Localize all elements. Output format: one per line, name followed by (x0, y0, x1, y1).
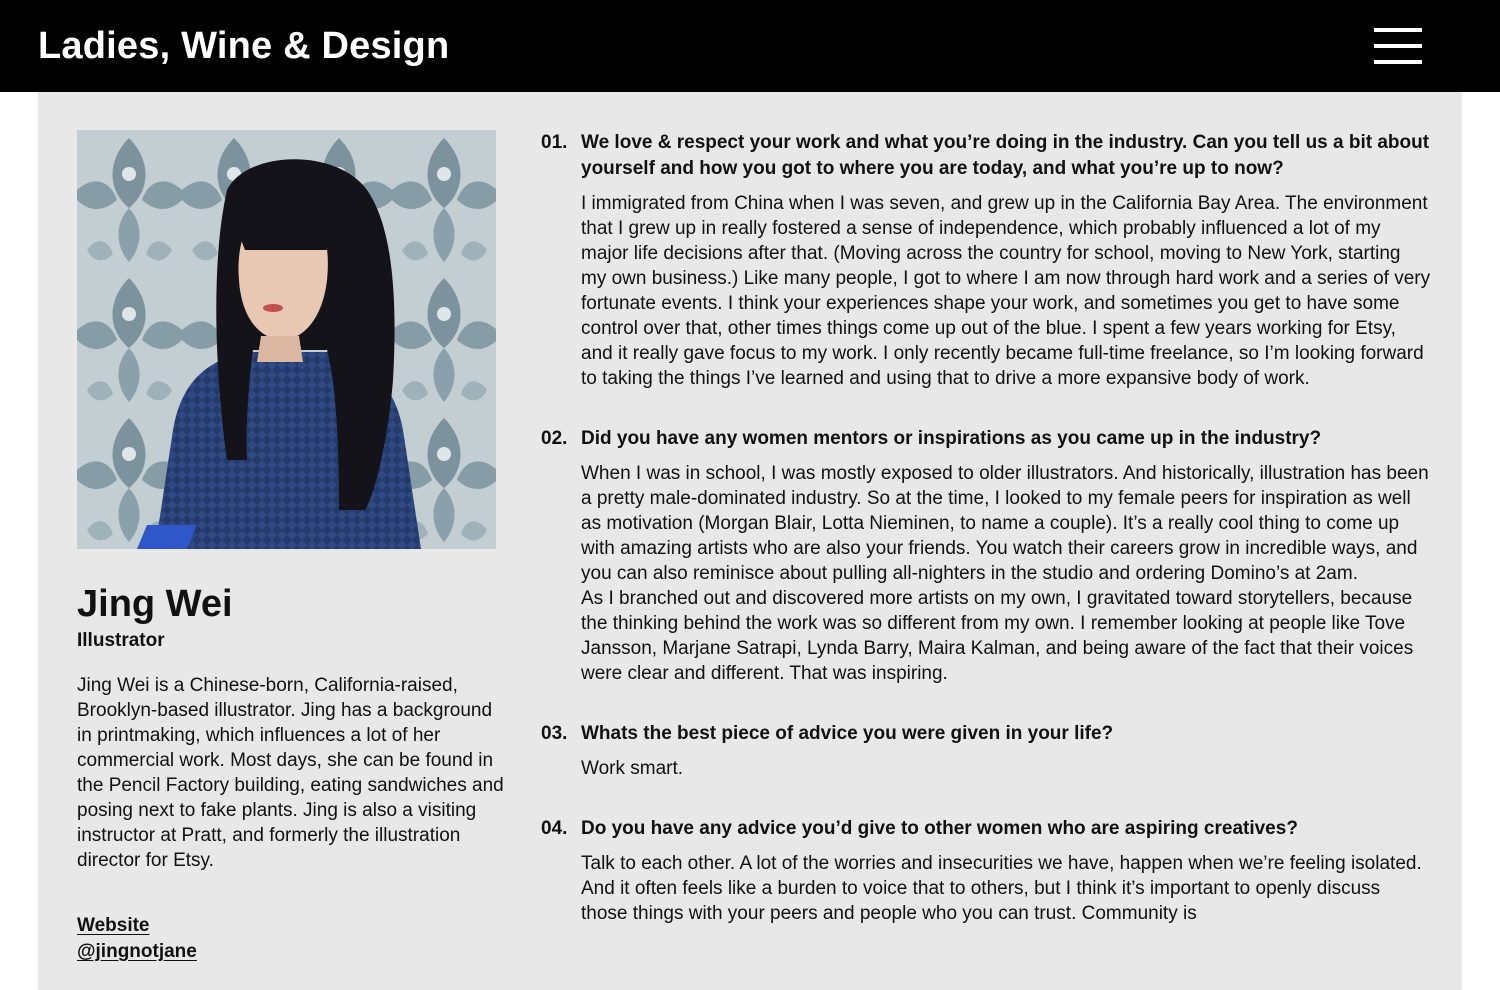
article-panel (38, 92, 1462, 990)
question-number: 01. (541, 132, 568, 153)
person-name: Jing Wei (77, 583, 233, 625)
person-bio: Jing Wei is a Chinese-born, California-raised, Brooklyn-based illustrator. Jing has a background in printmaking, which influences a lot of her commercial work. Most days, she can be found in the Pencil Factory building, eating sandwiches and posing next to fake plants. Jing is also a visiting instructor at Pratt, and formerly the illustration director for Etsy. (77, 675, 504, 871)
interview-qa (541, 130, 1431, 926)
answer-text: Work smart. (581, 758, 684, 779)
website-link[interactable]: Website (77, 915, 150, 936)
person-role: Illustrator (77, 630, 165, 651)
question-number: 03. (541, 723, 568, 744)
question-number: 04. (541, 818, 568, 839)
site-header (0, 0, 1500, 92)
qa-item (541, 816, 1431, 926)
qa-item (541, 130, 1431, 391)
answer-text: When I was in school, I was mostly exposed to older illustrators. And historically, illustration has been a pretty male-dominated industry. So at the time, I looked to my female peers for inspiration as well as motivation (Morgan Blair, Lotta Nieminen, to name a couple). It’s a really cool thing to come up with amazing artists who are also your friends. You watch their careers grow in incredible ways, and you can also reminisce about pulling all-nighters in the studio and ordering Domino’s at 2am. (581, 463, 1429, 584)
qa-item (541, 426, 1431, 686)
question-text: We love & respect your work and what you’re doing in the industry. Can you tell us a bit about yourself and how you got to where you are today, and what you’re up to now? (581, 132, 1430, 179)
qa-item (541, 721, 1431, 781)
profile-photo (77, 130, 496, 549)
site-title[interactable]: Ladies, Wine & Design (38, 25, 450, 67)
question-text: Do you have any advice you’d give to other women who are aspiring creatives? (581, 818, 1298, 839)
question-text: Whats the best piece of advice you were given in your life? (581, 723, 1114, 744)
profile-links (77, 913, 197, 965)
question-number: 02. (541, 428, 568, 449)
question-text: Did you have any women mentors or inspirations as you came up in the industry? (581, 428, 1322, 449)
social-handle-link[interactable]: @jingnotjane (77, 941, 197, 962)
answer-text: Talk to each other. A lot of the worries and insecurities we have, happen when we’re feeling isolated. And it often feels like a burden to voice that to others, but I think it’s important to openly discuss those things with your peers and people who you can trust. Community is (581, 853, 1422, 924)
answer-text: I immigrated from China when I was seven, and grew up in the California Bay Area. The environment that I grew up in really fostered a sense of independence, which probably influenced a lot of my major life decisions after that. (Moving across the country for school, moving to New York, starting my own business.) Like many people, I got to where I am now through hard work and a series of very fortunate events. I think your experiences shape your work, and sometimes you get to have some control over that, other times things come up out of the blue. I spent a few years working for Etsy, and it really gave focus to my work. I only recently became full-time freelance, so I’m looking forward to taking the things I’ve learned and using that to drive a more expansive body of work. (581, 193, 1431, 389)
answer-text: As I branched out and discovered more artists on my own, I gravitated toward storytellers, because the thinking behind the work was so different from my own. I remember looking at people like Tove Jansson, Marjane Satrapi, Lynda Barry, Maira Kalman, and being aware of the fact that their voices were clear and different. That was inspiring. (581, 588, 1414, 684)
hamburger-icon[interactable] (1374, 28, 1422, 64)
